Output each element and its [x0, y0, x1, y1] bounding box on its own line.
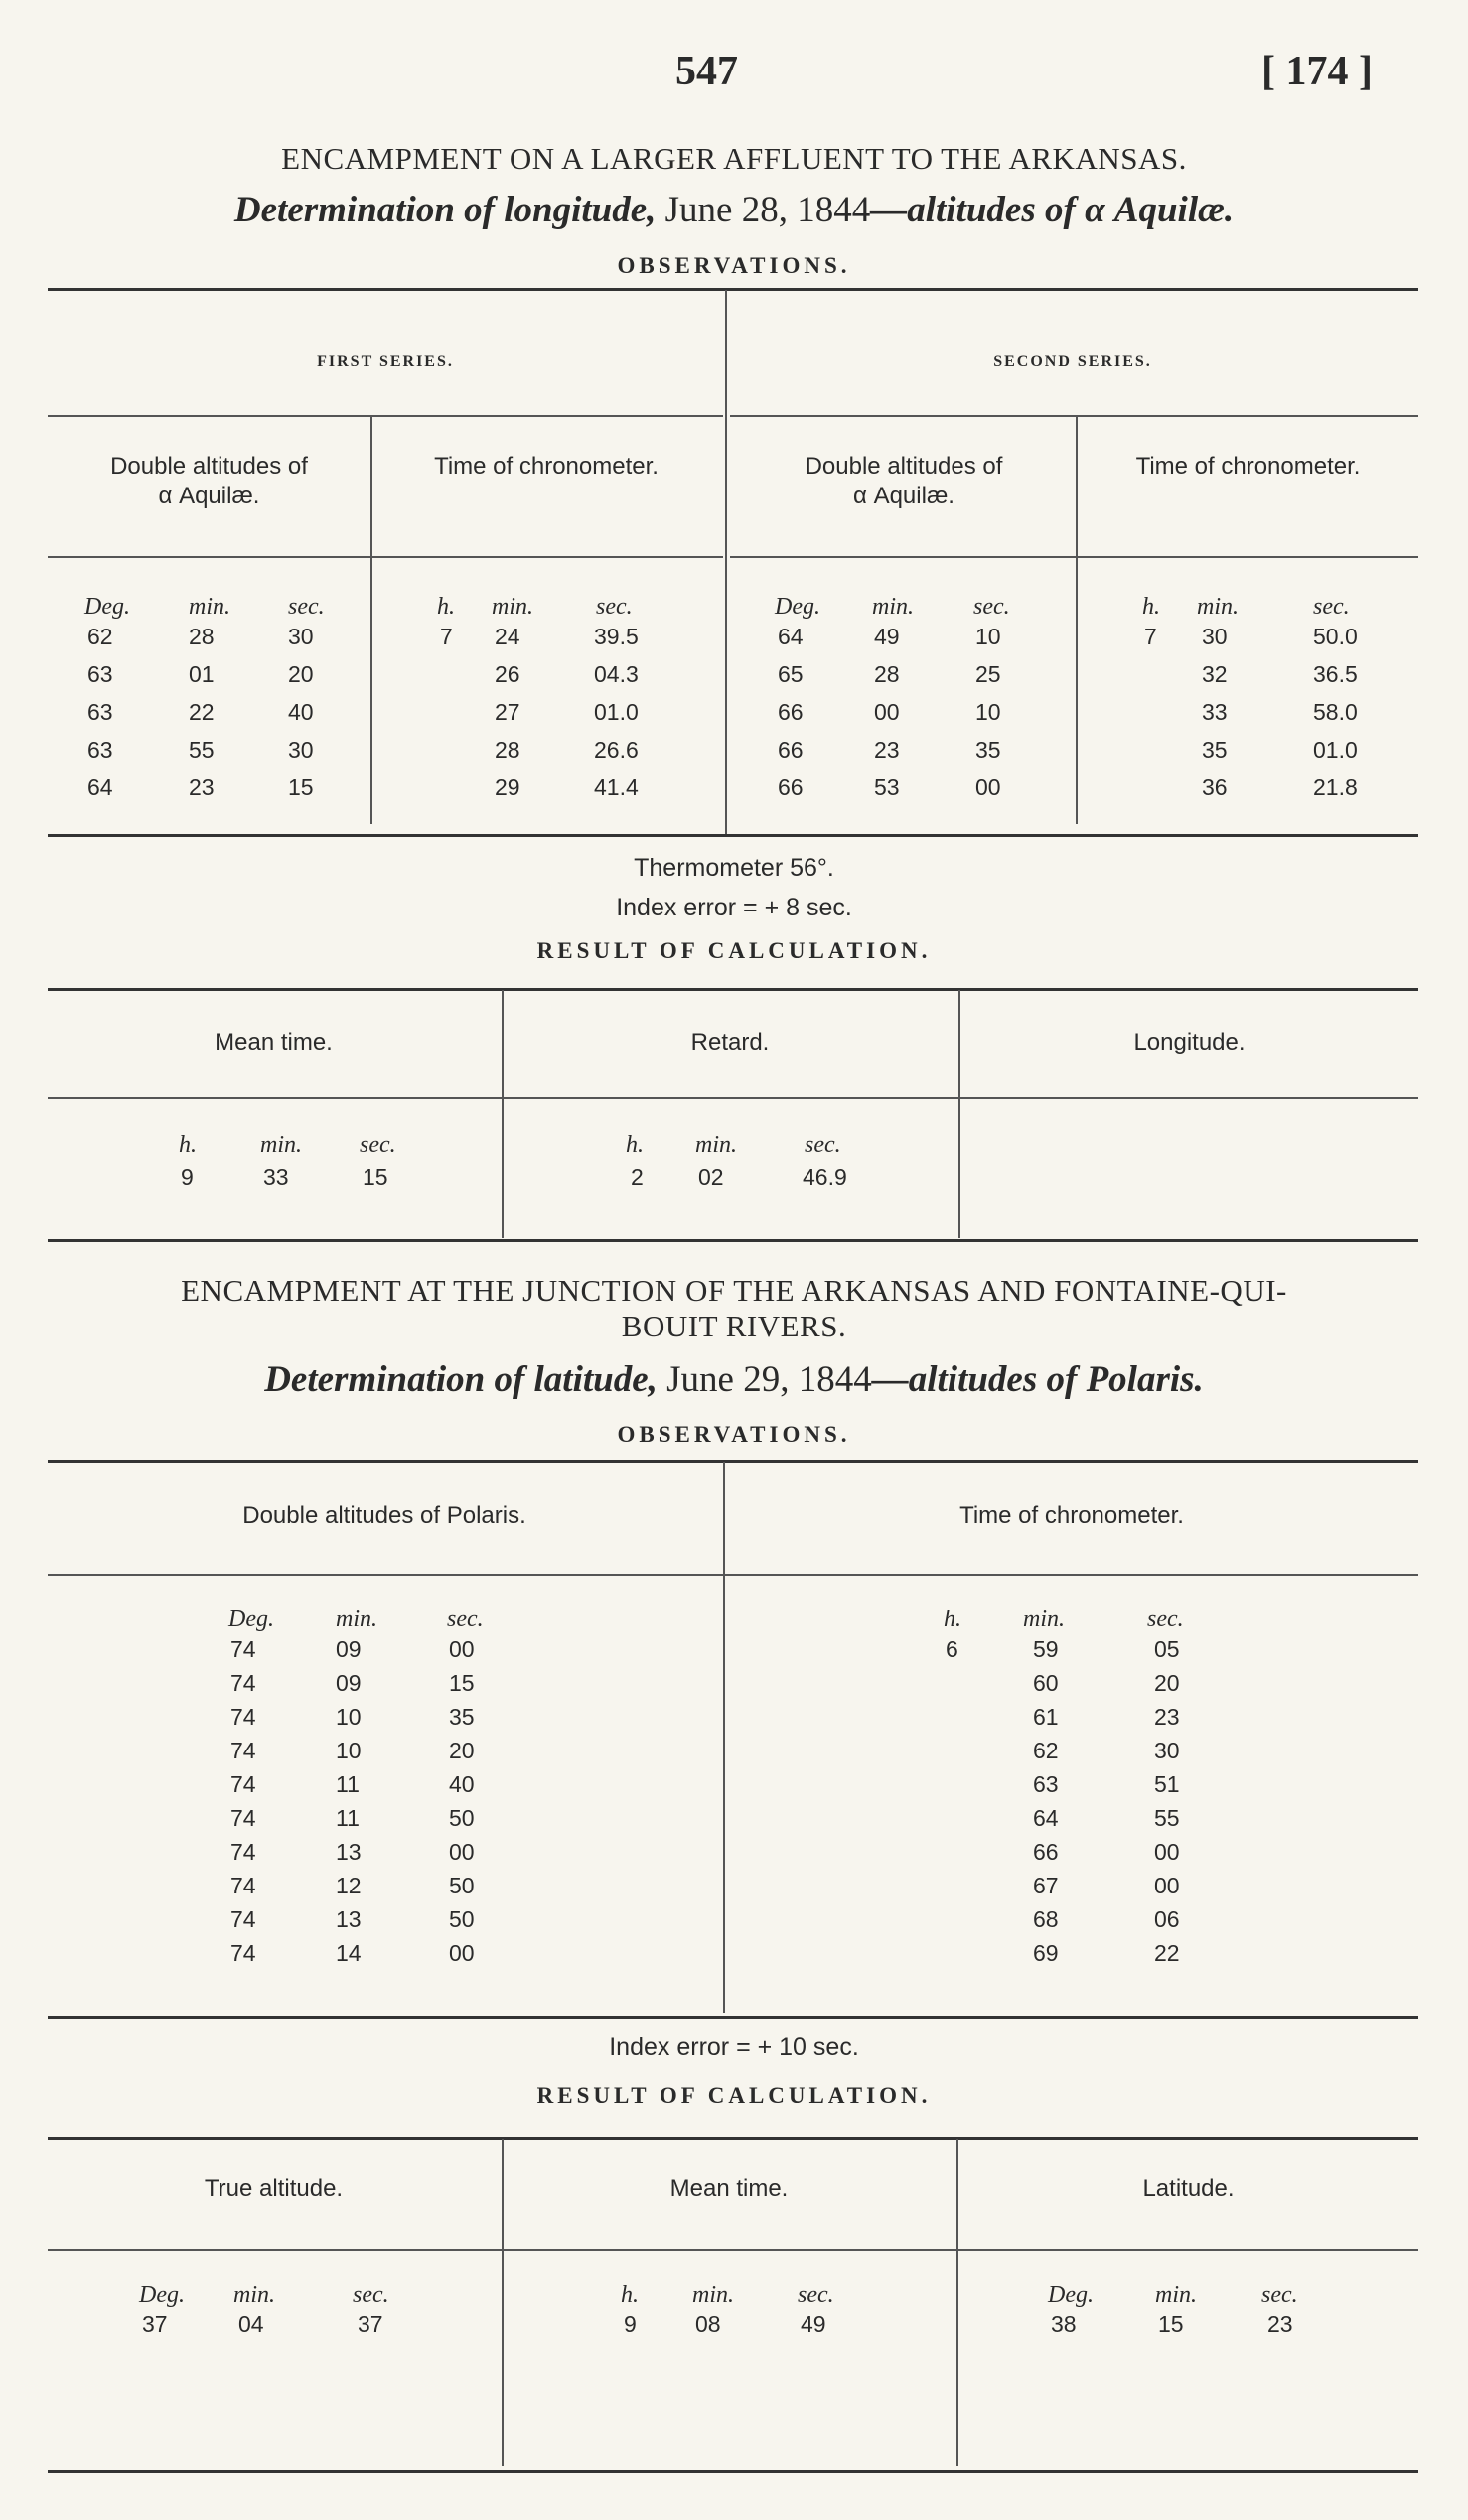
table-divider — [723, 1462, 725, 2013]
unit-min: min. — [1023, 1607, 1065, 1632]
unit-min: min. — [1197, 594, 1239, 620]
second-series-altitude-c: 25 — [975, 661, 1001, 687]
col-header-line: Double altitudes of — [805, 453, 1003, 480]
unit-deg: Deg. — [84, 594, 130, 620]
index-error-note: Index error = + 8 sec. — [616, 894, 852, 921]
second-series-time-c: 01.0 — [1313, 737, 1358, 763]
polaris-altitude-a: 74 — [230, 1805, 256, 1831]
polaris-altitude-c: 50 — [449, 1873, 475, 1898]
polaris-time-b: 62 — [1033, 1738, 1059, 1763]
first-series-altitude-b: 22 — [189, 699, 215, 725]
mean-time-min: 08 — [695, 2311, 721, 2337]
second-series-altitude-b: 28 — [874, 661, 900, 687]
first-series-altitude-a: 63 — [87, 699, 113, 725]
result-header-true-altitude: True altitude. — [204, 2175, 344, 2202]
col-header-line: α Aquilæ. — [853, 483, 954, 509]
table-rule — [48, 2470, 1418, 2473]
unit-sec: sec. — [1313, 594, 1350, 620]
second-series-time-b: 32 — [1202, 661, 1228, 687]
section-heading: ENCAMPMENT AT THE JUNCTION OF THE ARKANSAS AND FONTAINE-QUI- — [181, 1273, 1287, 1308]
polaris-altitude-a: 74 — [230, 1636, 256, 1662]
second-series-time-c: 21.8 — [1313, 774, 1358, 800]
result-header-longitude: Longitude. — [1133, 1029, 1246, 1055]
true-altitude-sec: 37 — [358, 2311, 383, 2337]
first-series-altitude-c: 40 — [288, 699, 314, 725]
second-series-time-c: 50.0 — [1313, 624, 1358, 649]
first-series-time-c: 41.4 — [594, 774, 639, 800]
unit-deg: Deg. — [139, 2282, 185, 2308]
second-series-time-b: 30 — [1202, 624, 1228, 649]
table-rule — [730, 556, 1418, 558]
latitude-deg: 38 — [1051, 2311, 1077, 2337]
polaris-time-c: 51 — [1154, 1771, 1180, 1797]
second-series-altitude-c: 10 — [975, 624, 1001, 649]
first-series-altitude-a: 63 — [87, 661, 113, 687]
polaris-altitude-b: 13 — [336, 1839, 362, 1865]
table-rule — [48, 415, 723, 417]
second-series-time-b: 36 — [1202, 774, 1228, 800]
result-header-mean-time: Mean time. — [215, 1029, 333, 1055]
true-altitude-deg: 37 — [142, 2311, 168, 2337]
unit-min: min. — [233, 2282, 275, 2308]
subtitle-text-end: —altitudes of α Aquilæ. — [870, 190, 1235, 230]
polaris-altitude-c: 50 — [449, 1906, 475, 1932]
unit-min: min. — [872, 594, 914, 620]
first-series-time-b: 28 — [495, 737, 520, 763]
table-rule — [48, 2137, 1418, 2140]
polaris-time-c: 05 — [1154, 1636, 1180, 1662]
result-header-mean-time: Mean time. — [669, 2175, 789, 2202]
first-series-altitude-c: 20 — [288, 661, 314, 687]
polaris-altitude-a: 74 — [230, 1906, 256, 1932]
retard-sec: 46.9 — [803, 1164, 847, 1190]
polaris-altitude-b: 12 — [336, 1873, 362, 1898]
second-series-altitude-a: 66 — [778, 774, 804, 800]
second-series-time-c: 58.0 — [1313, 699, 1358, 725]
unit-h: h. — [944, 1607, 961, 1632]
polaris-altitude-c: 35 — [449, 1704, 475, 1730]
col-header-line: Double altitudes of — [110, 453, 308, 480]
first-series-altitude-c: 30 — [288, 624, 314, 649]
unit-min: min. — [695, 1132, 737, 1158]
page-number-bracketed: [ 174 ] — [1261, 49, 1373, 94]
second-series-time-b: 33 — [1202, 699, 1228, 725]
second-series-altitude-b: 49 — [874, 624, 900, 649]
polaris-altitude-c: 20 — [449, 1738, 475, 1763]
first-series-altitude-a: 64 — [87, 774, 113, 800]
subtitle-text: Determination of longitude, — [233, 190, 665, 230]
polaris-altitude-b: 10 — [336, 1704, 362, 1730]
polaris-altitude-c: 00 — [449, 1839, 475, 1865]
subtitle-date: June 28, 1844 — [664, 190, 871, 230]
polaris-altitude-c: 00 — [449, 1636, 475, 1662]
second-series-time-c: 36.5 — [1313, 661, 1358, 687]
table-rule — [730, 415, 1418, 417]
first-series-altitude-a: 63 — [87, 737, 113, 763]
retard-h: 2 — [631, 1164, 644, 1190]
polaris-altitude-b: 09 — [336, 1636, 362, 1662]
table-rule — [48, 1574, 1418, 1576]
second-series-time-b: 35 — [1202, 737, 1228, 763]
col-header-time-2: Time of chronometer. — [1135, 453, 1361, 480]
col-header-time: Time of chronometer. — [434, 453, 659, 480]
col-header-line: α Aquilæ. — [158, 483, 260, 509]
first-series-time-b: 26 — [495, 661, 520, 687]
unit-min: min. — [189, 594, 230, 620]
polaris-time-c: 20 — [1154, 1670, 1180, 1696]
unit-deg: Deg. — [228, 1607, 274, 1632]
unit-sec: sec. — [805, 1132, 841, 1158]
unit-deg: Deg. — [775, 594, 820, 620]
mean-time-h: 9 — [624, 2311, 637, 2337]
unit-sec: sec. — [1147, 1607, 1184, 1632]
first-series-header: FIRST SERIES. — [317, 353, 454, 370]
polaris-altitude-c: 15 — [449, 1670, 475, 1696]
unit-min: min. — [492, 594, 533, 620]
polaris-time-b: 63 — [1033, 1771, 1059, 1797]
second-series-altitude-b: 00 — [874, 699, 900, 725]
col-header-double-altitudes — [48, 452, 370, 511]
second-series-altitude-c: 00 — [975, 774, 1001, 800]
observations-label: OBSERVATIONS. — [617, 253, 851, 278]
second-series-altitude-a: 64 — [778, 624, 804, 649]
polaris-altitude-b: 11 — [336, 1771, 360, 1797]
polaris-altitude-b: 11 — [336, 1805, 360, 1831]
latitude-min: 15 — [1158, 2311, 1184, 2337]
col-header-double-altitudes-polaris: Double altitudes of Polaris. — [242, 1502, 526, 1529]
polaris-altitude-a: 74 — [230, 1940, 256, 1966]
second-series-header: SECOND SERIES. — [993, 353, 1152, 370]
polaris-time-c: 00 — [1154, 1839, 1180, 1865]
unit-h: h. — [437, 594, 455, 620]
unit-min: min. — [260, 1132, 302, 1158]
first-series-time-c: 01.0 — [594, 699, 639, 725]
unit-sec: sec. — [447, 1607, 484, 1632]
table-rule — [48, 556, 723, 558]
section-heading: ENCAMPMENT ON A LARGER AFFLUENT TO THE ARKANSAS. — [281, 141, 1187, 176]
retard-min: 02 — [698, 1164, 724, 1190]
second-series-altitude-a: 66 — [778, 737, 804, 763]
polaris-time-b: 66 — [1033, 1839, 1059, 1865]
polaris-altitude-b: 10 — [336, 1738, 362, 1763]
section-heading-continued: BOUIT RIVERS. — [621, 1309, 847, 1343]
first-series-time-b: 27 — [495, 699, 520, 725]
second-series-time-a: 7 — [1144, 624, 1157, 649]
subtitle-text: Determination of latitude, — [264, 1359, 667, 1400]
polaris-altitude-a: 74 — [230, 1771, 256, 1797]
mean-time-sec: 49 — [801, 2311, 826, 2337]
polaris-time-a: 6 — [946, 1636, 958, 1662]
first-series-altitude-b: 28 — [189, 624, 215, 649]
unit-deg: Deg. — [1048, 2282, 1094, 2308]
first-series-time-a: 7 — [440, 624, 453, 649]
second-series-altitude-c: 35 — [975, 737, 1001, 763]
observations-label: OBSERVATIONS. — [617, 1422, 851, 1447]
mean-time-sec: 15 — [363, 1164, 388, 1190]
unit-h: h. — [179, 1132, 197, 1158]
first-series-altitude-c: 30 — [288, 737, 314, 763]
subtitle-date: June 29, 1844 — [666, 1359, 872, 1400]
first-series-time-c: 39.5 — [594, 624, 639, 649]
table-rule — [48, 1460, 1418, 1463]
latitude-sec: 23 — [1267, 2311, 1293, 2337]
polaris-time-b: 69 — [1033, 1940, 1059, 1966]
polaris-altitude-b: 09 — [336, 1670, 362, 1696]
table-rule — [48, 288, 1418, 291]
mean-time-min: 33 — [263, 1164, 289, 1190]
polaris-time-c: 30 — [1154, 1738, 1180, 1763]
subtitle-text-end: —altitudes of Polaris. — [871, 1359, 1204, 1400]
polaris-time-b: 60 — [1033, 1670, 1059, 1696]
result-header-retard: Retard. — [690, 1029, 770, 1055]
second-series-altitude-a: 65 — [778, 661, 804, 687]
polaris-altitude-a: 74 — [230, 1738, 256, 1763]
first-series-time-b: 24 — [495, 624, 520, 649]
polaris-altitude-a: 74 — [230, 1873, 256, 1898]
unit-min: min. — [1155, 2282, 1197, 2308]
first-series-altitude-b: 55 — [189, 737, 215, 763]
table-rule — [48, 1097, 1418, 1099]
thermometer-note: Thermometer 56°. — [634, 854, 834, 882]
index-error-note: Index error = + 10 sec. — [609, 2033, 859, 2061]
result-label: RESULT OF CALCULATION. — [536, 938, 932, 963]
first-series-time-c: 04.3 — [594, 661, 639, 687]
page-number: 547 — [675, 49, 738, 94]
second-series-altitude-c: 10 — [975, 699, 1001, 725]
first-series-altitude-c: 15 — [288, 774, 314, 800]
second-series-altitude-b: 53 — [874, 774, 900, 800]
table-divider — [370, 417, 372, 824]
second-series-altitude-b: 23 — [874, 737, 900, 763]
unit-sec: sec. — [360, 1132, 396, 1158]
polaris-time-b: 64 — [1033, 1805, 1059, 1831]
table-rule — [48, 1239, 1418, 1242]
true-altitude-min: 04 — [238, 2311, 264, 2337]
polaris-time-c: 22 — [1154, 1940, 1180, 1966]
unit-h: h. — [621, 2282, 639, 2308]
polaris-time-b: 67 — [1033, 1873, 1059, 1898]
polaris-time-b: 68 — [1033, 1906, 1059, 1932]
polaris-time-c: 55 — [1154, 1805, 1180, 1831]
polaris-time-c: 23 — [1154, 1704, 1180, 1730]
polaris-altitude-a: 74 — [230, 1670, 256, 1696]
first-series-altitude-b: 23 — [189, 774, 215, 800]
col-header-double-altitudes-2 — [730, 452, 1078, 511]
polaris-time-c: 06 — [1154, 1906, 1180, 1932]
table-divider — [1076, 417, 1078, 824]
col-header-time: Time of chronometer. — [959, 1502, 1184, 1529]
table-rule — [48, 2016, 1418, 2019]
polaris-altitude-a: 74 — [230, 1704, 256, 1730]
first-series-altitude-b: 01 — [189, 661, 215, 687]
table-rule — [48, 988, 1418, 991]
polaris-altitude-c: 50 — [449, 1805, 475, 1831]
unit-h: h. — [626, 1132, 644, 1158]
polaris-time-b: 61 — [1033, 1704, 1059, 1730]
unit-sec: sec. — [973, 594, 1010, 620]
polaris-altitude-a: 74 — [230, 1839, 256, 1865]
first-series-time-c: 26.6 — [594, 737, 639, 763]
section-subtitle — [0, 1358, 1468, 1401]
unit-sec: sec. — [798, 2282, 834, 2308]
table-divider — [725, 290, 727, 834]
polaris-time-b: 59 — [1033, 1636, 1059, 1662]
first-series-altitude-a: 62 — [87, 624, 113, 649]
first-series-time-b: 29 — [495, 774, 520, 800]
polaris-altitude-c: 00 — [449, 1940, 475, 1966]
result-header-latitude: Latitude. — [1142, 2175, 1235, 2202]
unit-sec: sec. — [596, 594, 633, 620]
table-rule — [48, 2249, 1418, 2251]
unit-min: min. — [692, 2282, 734, 2308]
unit-sec: sec. — [288, 594, 325, 620]
unit-h: h. — [1142, 594, 1160, 620]
polaris-time-c: 00 — [1154, 1873, 1180, 1898]
polaris-altitude-b: 14 — [336, 1940, 362, 1966]
unit-sec: sec. — [353, 2282, 389, 2308]
table-rule — [48, 834, 1418, 837]
second-series-altitude-a: 66 — [778, 699, 804, 725]
polaris-altitude-c: 40 — [449, 1771, 475, 1797]
result-label: RESULT OF CALCULATION. — [536, 2083, 932, 2108]
unit-min: min. — [336, 1607, 377, 1632]
polaris-altitude-b: 13 — [336, 1906, 362, 1932]
mean-time-h: 9 — [181, 1164, 194, 1190]
unit-sec: sec. — [1261, 2282, 1298, 2308]
section-subtitle — [0, 189, 1468, 231]
